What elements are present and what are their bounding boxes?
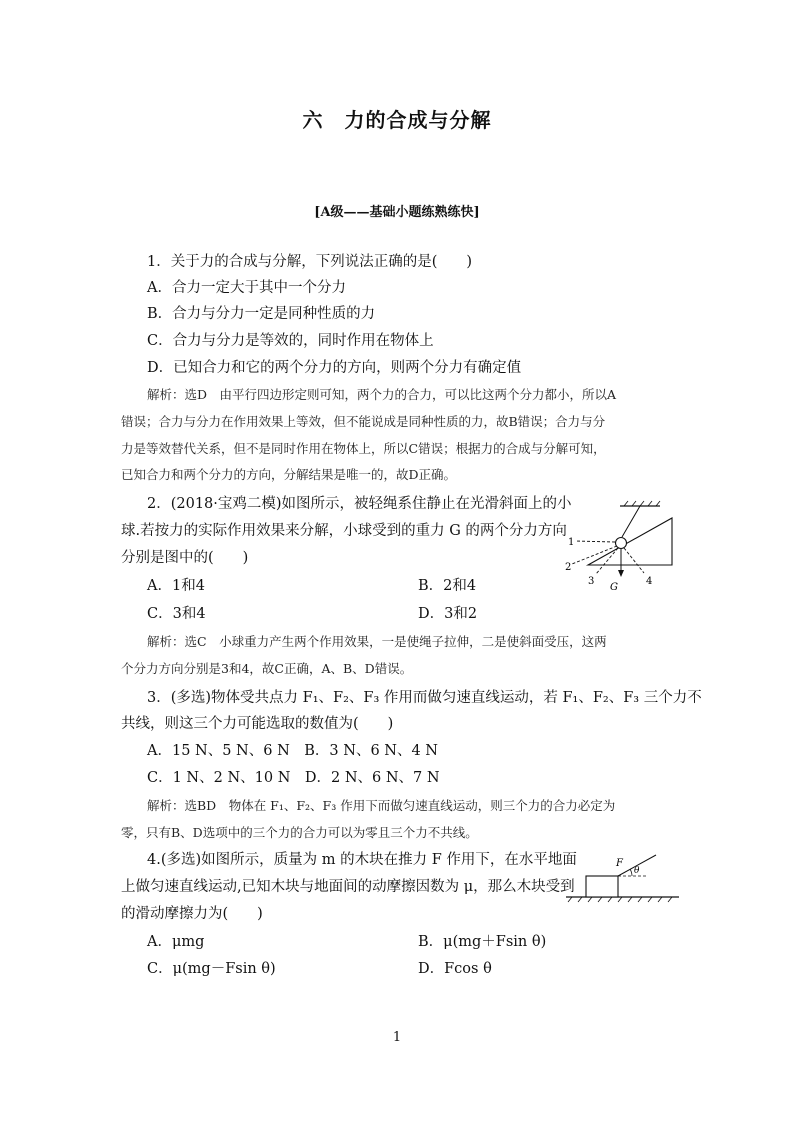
q2-option-b: B．2和4: [418, 578, 477, 594]
figure-label-4: 4: [646, 576, 653, 587]
q2-analysis-line: 个分力方向分别是3和4，故C正确，A、B、D错误。: [121, 661, 413, 676]
page-number: 1: [392, 1030, 402, 1045]
q4-stem-line: 上做匀速直线运动,已知木块与地面间的动摩擦因数为 μ，那么木块受到: [121, 879, 575, 895]
q2-option-a: A．1和4: [147, 578, 205, 594]
q3-analysis-line: 零，只有B、D选项中的三个力的合力可以为零且三个力不共线。: [121, 825, 478, 840]
figure-label-1: 1: [568, 537, 575, 548]
q1-option-a: A．合力一定大于其中一个分力: [147, 280, 346, 296]
q1-stem: 1．关于力的合成与分解，下列说法正确的是( ): [147, 254, 473, 270]
q3-options-ab: A．15 N、5 N、6 N B．3 N、6 N、4 N: [147, 743, 438, 759]
page-title: 六 力的合成与分解: [302, 108, 492, 132]
q1-option-b: B．合力与分力一定是同种性质的力: [147, 306, 376, 322]
q2-analysis-line: 解析：选C 小球重力产生两个作用效果，一是使绳子拉伸，二是使斜面受压，这两: [147, 634, 607, 649]
q3-stem-line: 共线，则这三个力可能选取的数值为( ): [121, 716, 394, 732]
q1-analysis-line: 力是等效替代关系，但不是同时作用在物体上，所以C错误；根据力的合成与分解可知，: [121, 441, 606, 456]
q4-option-b: B．μ(mg＋Fsin θ): [418, 934, 547, 950]
q1-option-d: D．已知合力和它的两个分力的方向，则两个分力有确定值: [147, 360, 522, 376]
figure-label-theta: θ: [634, 866, 640, 876]
figure-label-f: F: [616, 858, 623, 869]
q1-analysis-line: 错误；合力与分力在作用效果上等效，但不能说成是同种性质的力，故B错误；合力与分: [121, 414, 606, 429]
q2-stem-line: 球.若按力的实际作用效果来分解，小球受到的重力 G 的两个分力方向: [121, 523, 567, 539]
q1-option-c: C．合力与分力是等效的，同时作用在物体上: [147, 333, 434, 349]
figure-label-g: G: [610, 582, 618, 593]
q3-analysis-line: 解析：选BD 物体在 F₁、F₂、F₃ 作用下而做匀速直线运动，则三个力的合力必定为: [147, 798, 616, 813]
block-push-figure: [564, 852, 684, 902]
q1-analysis-line: 已知合力和两个分力的方向，分解结果是唯一的，故D正确。: [121, 467, 457, 482]
incline-ball-figure: [560, 500, 690, 596]
section-heading: [A级——基础小题练熟练快]: [314, 205, 480, 220]
q3-stem-line: 3．(多选)物体受共点力 F₁、F₂、F₃ 作用而做匀速直线运动，若 F₁、F₂、F₃ 三个力不: [147, 690, 702, 706]
q4-option-c: C．μ(mg－Fsin θ): [147, 961, 276, 977]
q4-option-a: A．μmg: [147, 934, 205, 950]
q4-stem-line: 的滑动摩擦力为( ): [121, 906, 263, 922]
q4-stem-line: 4.(多选)如图所示，质量为 m 的木块在推力 F 作用下，在水平地面: [147, 852, 577, 868]
q3-options-cd: C．1 N、2 N、10 N D．2 N、6 N、7 N: [147, 770, 440, 786]
q2-option-d: D．3和2: [418, 606, 478, 622]
q4-option-d: D．Fcos θ: [418, 961, 492, 977]
q2-stem-line: 2．(2018·宝鸡二模)如图所示，被轻绳系住静止在光滑斜面上的小: [147, 496, 572, 512]
q1-analysis-line: 解析：选D 由平行四边形定则可知，两个力的合力，可以比这两个分力都小，所以A: [147, 387, 617, 402]
figure-label-2: 2: [565, 562, 572, 573]
figure-label-3: 3: [588, 576, 595, 587]
q2-stem-line: 分别是图中的( ): [121, 550, 249, 566]
q2-option-c: C．3和4: [147, 606, 206, 622]
